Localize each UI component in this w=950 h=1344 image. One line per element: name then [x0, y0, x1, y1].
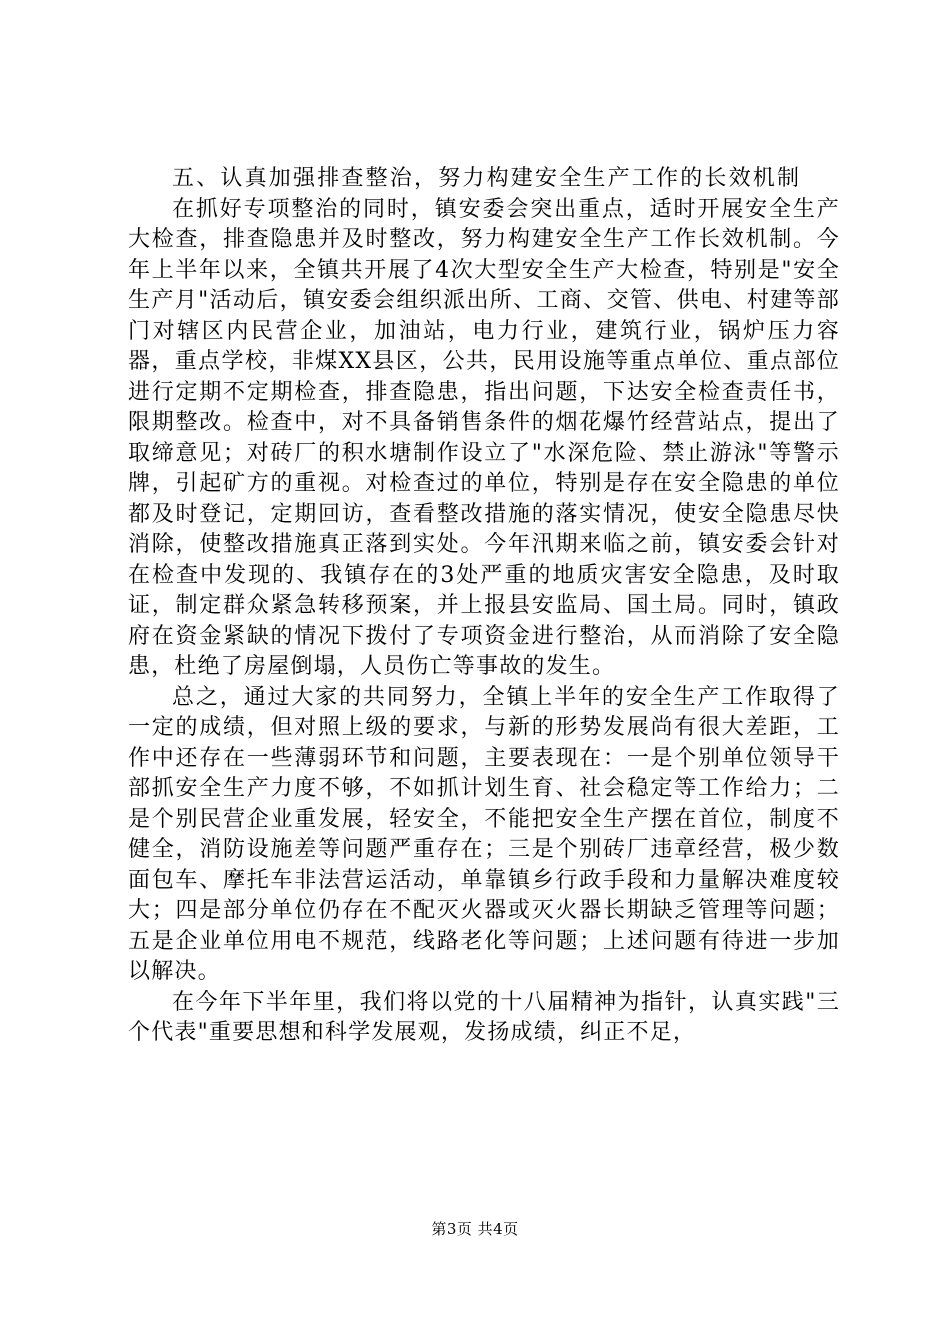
- document-body: [128, 164, 840, 1049]
- paragraph: 在抓好专项整治的同时，镇安委会突出重点，适时开展安全生产大检查，排查隐患并及时整改，努力构建安全生产工作长效机制。今年上半年以来，全镇共开展了4次大型安全生产大检查，特别是"安全生产月"活动后，镇安委会组织派出所、工商、交管、供电、村建等部门对辖区内民营企业，加油站，电力行业，建筑行业，锅炉压力容器，重点学校，非煤XX县区，公共，民用设施等重点单位、重点部位进行定期不定期检查，排查隐患，指出问题，下达安全检查责任书，限期整改。检查中，对不具备销售条件的烟花爆竹经营站点，提出了取缔意见；对砖厂的积水塘制作设立了"水深危险、禁止游泳"等警示牌，引起矿方的重视。对检查过的单位，特别是存在安全隐患的单位都及时登记，定期回访，查看整改措施的落实情况，使安全隐患尽快消除，使整改措施真正落到实处。今年汛期来临之前，镇安委会针对在检查中发现的、我镇存在的3处严重的地质灾害安全隐患，及时取证，制定群众紧急转移预案，并上报县安监局、国土局。同时，镇政府在资金紧缺的情况下拨付了专项资金进行整治，从而消除了安全隐患，杜绝了房屋倒塌，人员伤亡等事故的发生。: [128, 196, 840, 679]
- paragraph: 总之，通过大家的共同努力，全镇上半年的安全生产工作取得了一定的成绩，但对照上级的要求，与新的形势发展尚有很大差距，工作中还存在一些薄弱环节和问题，主要表现在：一是个别单位领导干部抓安全生产力度不够，不如抓计划生育、社会稳定等工作给力；二是个别民营企业重发展，轻安全，不能把安全生产摆在首位，制度不健全，消防设施差等问题严重存在；三是个别砖厂违章经营，极少数面包车、摩托车非法营运活动，单靠镇乡行政手段和力量解决难度较大；四是部分单位仍存在不配灭火器或灭火器长期缺乏管理等问题；五是企业单位用电不规范，线路老化等问题；上述问题有待进一步加以解决。: [128, 684, 840, 984]
- page-number-footer: 第3页 共4页: [431, 1220, 519, 1238]
- paragraph: 在今年下半年里，我们将以党的十八届精神为指针，认真实践"三个代表"重要思想和科学发展观，发扬成绩，纠正不足，: [128, 989, 840, 1045]
- section-heading: 五、认真加强排查整治，努力构建安全生产工作的长效机制: [172, 166, 802, 191]
